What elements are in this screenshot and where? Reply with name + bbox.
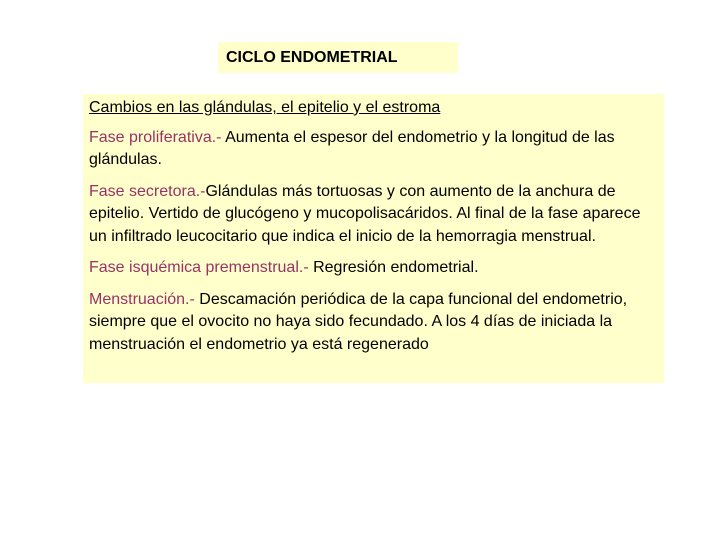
- phase-secretora: [89, 181, 658, 249]
- title-box: [218, 42, 458, 73]
- phase-term: Fase proliferativa.-: [89, 128, 222, 146]
- page-title: CICLO ENDOMETRIAL: [226, 48, 398, 66]
- phase-term: Fase secretora.-: [89, 182, 206, 200]
- phase-description: Regresión endometrial.: [308, 259, 479, 276]
- phase-description: Descamación periódica de la capa funcional del endometrio, siempre que el ovocito no haya sido fecundado. A los 4 días de iniciada la menstruación el endometrio ya está regenerado: [89, 290, 628, 353]
- phase-description: Glándulas más tortuosas y con aumento de la anchura de epitelio. Vertido de glucógeno y mucopolisacáridos. Al final de la fase aparece un infiltrado leucocitario que indica el inicio de la hemorragia menstrual.: [89, 182, 641, 245]
- content-heading: Cambios en las glándulas, el epitelio y el estroma: [89, 99, 441, 116]
- phase-term: Menstruación.-: [89, 290, 195, 308]
- phase-description: Aumenta el espesor del endometrio y la longitud de las glándulas.: [89, 128, 615, 168]
- content-box: [83, 94, 664, 383]
- phase-menstruacion: [89, 289, 658, 357]
- phase-isquemica: [89, 257, 658, 280]
- phase-proliferativa: [89, 127, 658, 172]
- phase-term: Fase isquémica premenstrual.-: [89, 259, 309, 276]
